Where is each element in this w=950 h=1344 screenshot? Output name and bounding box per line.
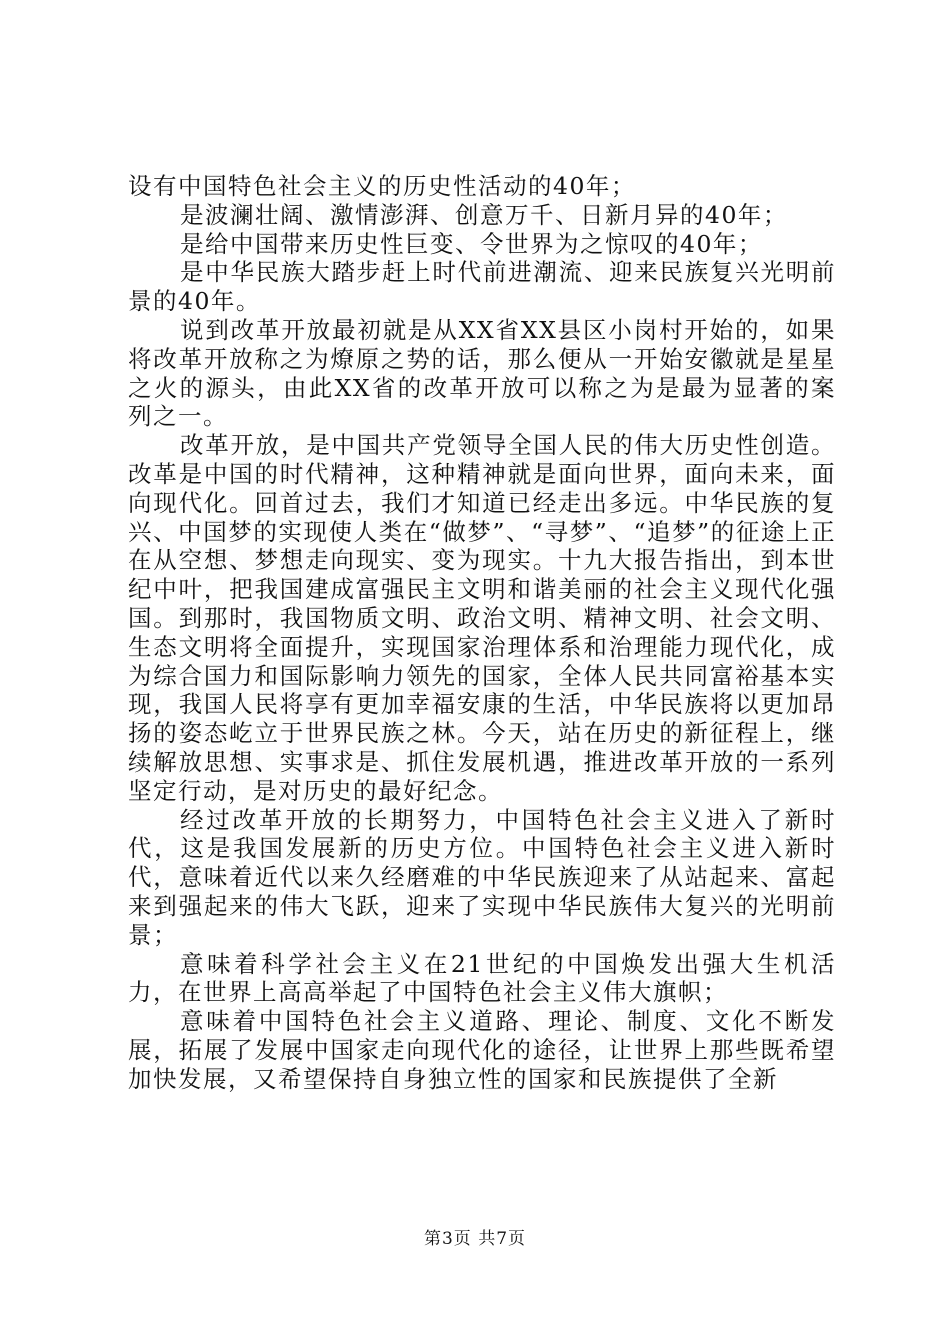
document-body — [128, 172, 836, 1094]
paragraph-6: 改革开放，是中国共产党领导全国人民的伟大历史性创造。改革是中国的时代精神，这种精神就是面向世界，面向未来，面向现代化。回首过去，我们才知道已经走出多远。中华民族的复兴、中国梦的实现使人类在“做梦”、“寻梦”、“追梦”的征途上正在从空想、梦想走向现实、变为现实。十九大报告指出，到本世纪中叶，把我国建成富强民主文明和谐美丽的社会主义现代化强国。到那时，我国物质文明、政治文明、精神文明、社会文明、生态文明将全面提升，实现国家治理体系和治理能力现代化，成为综合国力和国际影响力领先的国家，全体人民共同富裕基本实现，我国人民将享有更加幸福安康的生活，中华民族将以更加昂扬的姿态屹立于世界民族之林。今天，站在历史的新征程上，继续解放思想、实事求是、抓住发展机遇，推进改革开放的一系列坚定行动，是对历史的最好纪念。 — [128, 431, 836, 805]
paragraph-2: 是波澜壮阔、激情澎湃、创意万千、日新月异的40年； — [180, 200, 788, 229]
paragraph-8: 意味着科学社会主义在21世纪的中国焕发出强大生机活力，在世界上高高举起了中国特色社会主义伟大旗帜； — [128, 949, 836, 1007]
paragraph-4: 是中华民族大踏步赶上时代前进潮流、迎来民族复兴光明前景的40年。 — [128, 258, 836, 316]
paragraph-5: 说到改革开放最初就是从XX省XX县区小岗村开始的，如果将改革开放称之为燎原之势的话，那么便从一开始安徽就是星星之火的源头，由此XX省的改革开放可以称之为是最为显著的案列之一。 — [128, 315, 836, 431]
paragraph-3: 是给中国带来历史性巨变、令世界为之惊叹的40年； — [180, 229, 763, 258]
paragraph-1: 设有中国特色社会主义的历史性活动的40年； — [128, 172, 636, 200]
page-number-footer: 第3页 共7页 — [423, 1229, 527, 1249]
paragraph-9: 意味着中国特色社会主义道路、理论、制度、文化不断发展，拓展了发展中国家走向现代化的途径，让世界上那些既希望加快发展，又希望保持自身独立性的国家和民族提供了全新 — [128, 1007, 836, 1093]
paragraph-7: 经过改革开放的长期努力，中国特色社会主义进入了新时代，这是我国发展新的历史方位。中国特色社会主义进入新时代，意味着近代以来久经磨难的中华民族迎来了从站起来、富起来到强起来的伟大飞跃，迎来了实现中华民族伟大复兴的光明前景； — [128, 805, 836, 949]
